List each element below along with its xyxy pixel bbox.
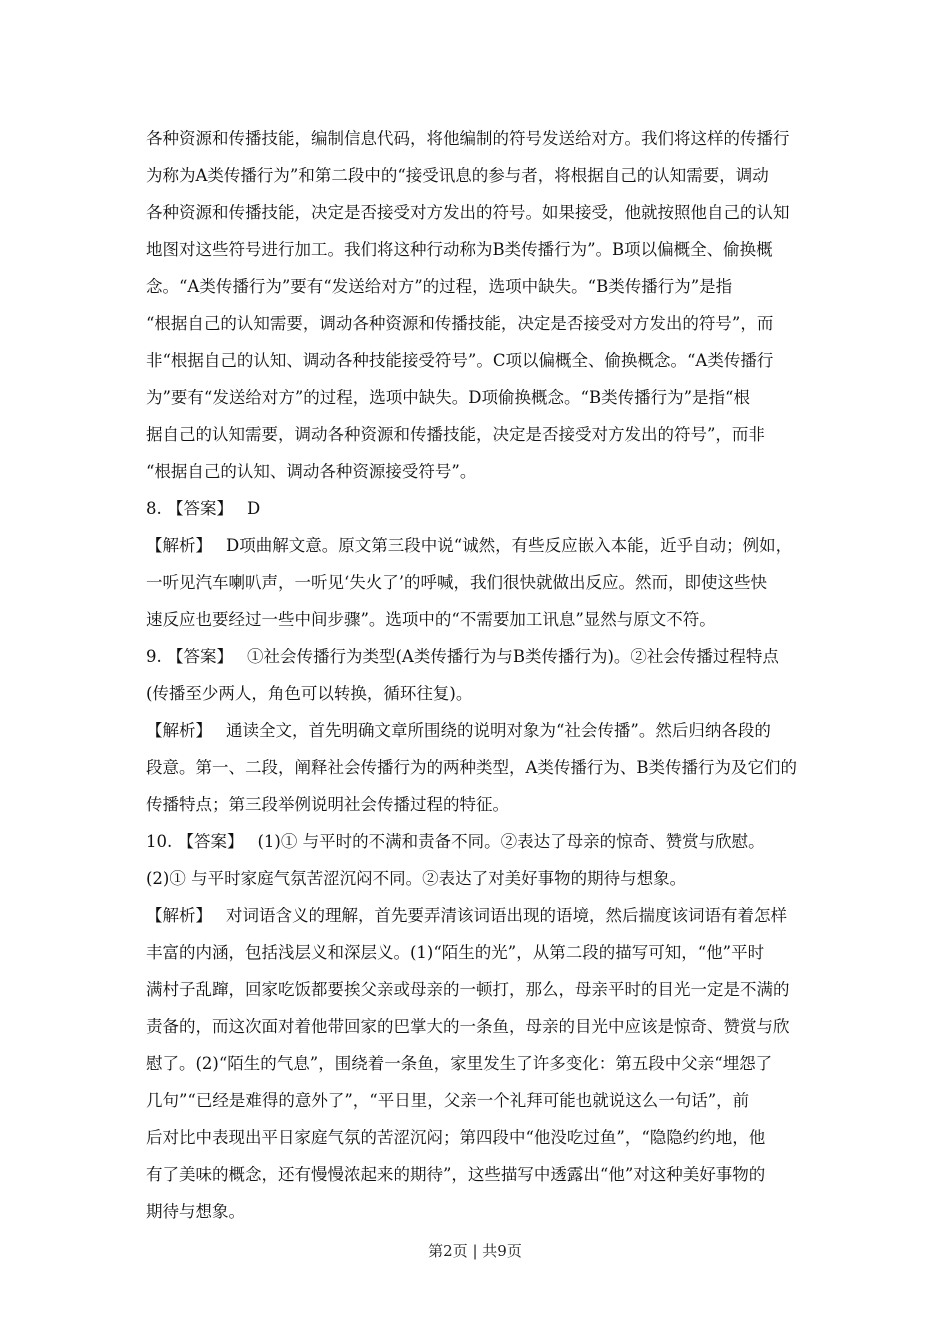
q8-analysis-line (146, 527, 806, 564)
q8-analysis-text: D项曲解文意。原文第三段中说“诚然，有些反应嵌入本能，近乎自动；例如， (226, 536, 793, 555)
q9-analysis-line: 传播特点；第三段举例说明社会传播过程的特征。 (146, 795, 509, 814)
page-content (146, 120, 806, 1230)
text-line: 为”要有“发送给对方”的过程，选项中缺失。D项偷换概念。“B类传播行为”是指“根 (146, 388, 750, 407)
text-line: 为称为A类传播行为”和第二段中的“接受讯息的参与者，将根据自己的认知需要，调动 (146, 166, 769, 185)
q9-analysis-label: 【解析】 (146, 721, 212, 740)
text-line: “根据自己的认知需要，调动各种资源和传播技能，决定是否接受对方发出的符号”，而 (146, 314, 774, 333)
text-line: 地图对这些符号进行加工。我们将这种行动称为B类传播行为”。B项以偏概全、偷换概 (146, 240, 773, 259)
q9-analysis-line: 段意。第一、二段，阐释社会传播行为的两种类型，A类传播行为、B类传播行为及它们的 (146, 758, 798, 777)
q9-answer-line (146, 638, 806, 675)
q10-analysis-line (146, 897, 806, 934)
q10-analysis-line: 丰富的内涵，包括浅层义和深层义。(1)“陌生的光”，从第二段的描写可知，“他”平时 (146, 943, 765, 962)
q9-answer-label: 9. 【答案】 (146, 647, 233, 666)
q10-analysis-line: 责备的，而这次面对着他带回家的巴掌大的一条鱼，母亲的目光中应该是惊奇、赞赏与欣 (146, 1017, 790, 1036)
text-line: 据自己的认知需要，调动各种资源和传播技能，决定是否接受对方发出的符号”，而非 (146, 425, 765, 444)
q8-answer-value: D (247, 499, 261, 518)
q10-analysis-line: 几句”“已经是难得的意外了”，“平日里，父亲一个礼拜可能也就说这么一句话”，前 (146, 1091, 750, 1110)
q10-analysis-line: 后对比中表现出平日家庭气氛的苦涩沉闷；第四段中“他没吃过鱼”，“隐隐约约地，他 (146, 1128, 766, 1147)
q8-analysis-label: 【解析】 (146, 536, 212, 555)
q10-analysis-line: 慰了。(2)“陌生的气息”，围绕着一条鱼，家里发生了许多变化：第五段中父亲“埋怨了 (146, 1054, 773, 1073)
q10-analysis-line: 满村子乱蹿，回家吃饭都要挨父亲或母亲的一顿打，那么，母亲平时的目光一定是不满的 (146, 980, 790, 999)
q8-answer-label: 8. 【答案】 (146, 499, 233, 518)
q10-analysis-text: 对词语含义的理解，首先要弄清该词语出现的语境，然后揣度该词语有着怎样 (226, 906, 787, 925)
q9-analysis-line (146, 712, 806, 749)
q10-analysis-label: 【解析】 (146, 906, 212, 925)
q9-analysis-text: 通读全文，首先明确文章所围绕的说明对象为“社会传播”。然后归纳各段的 (226, 721, 771, 740)
q10-answer-line: (2)① 与平时家庭气氛苦涩沉闷不同。②表达了对美好事物的期待与想象。 (146, 869, 687, 888)
page-number: 第2页 | 共9页 (428, 1242, 522, 1260)
q8-analysis-line: 速反应也要经过一些中间步骤”。选项中的“不需要加工讯息”显然与原文不符。 (146, 610, 716, 629)
q9-answer-text: ①社会传播行为类型(A类传播行为与B类传播行为)。②社会传播过程特点 (247, 647, 779, 666)
page-footer (0, 1240, 950, 1261)
q10-answer-label: 10. 【答案】 (146, 832, 244, 851)
q8-analysis-line: 一听见汽车喇叭声，一听见‘失火了’的呼喊，我们很快就做出反应。然而，即使这些快 (146, 573, 767, 592)
q10-analysis-line: 有了美味的概念，还有慢慢浓起来的期待”，这些描写中透露出“他”对这种美好事物的 (146, 1165, 766, 1184)
q10-analysis-line: 期待与想象。 (146, 1202, 245, 1221)
text-line: “根据自己的认知、调动各种资源接受符号”。 (146, 462, 477, 481)
text-line: 各种资源和传播技能，决定是否接受对方发出的符号。如果接受，他就按照他自己的认知 (146, 203, 790, 222)
q10-answer-line (146, 823, 806, 860)
text-line: 各种资源和传播技能，编制信息代码，将他编制的符号发送给对方。我们将这样的传播行 (146, 129, 790, 148)
q8-answer-line (146, 490, 806, 527)
q10-answer-text: (1)① 与平时的不满和责备不同。②表达了母亲的惊奇、赞赏与欣慰。 (257, 832, 765, 851)
text-line: 念。“A类传播行为”要有“发送给对方”的过程，选项中缺失。“B类传播行为”是指 (146, 277, 733, 296)
q9-answer-line: (传播至少两人，角色可以转换，循环往复)。 (146, 684, 473, 703)
text-line: 非“根据自己的认知、调动各种技能接受符号”。C项以偏概全、偷换概念。“A类传播行 (146, 351, 774, 370)
